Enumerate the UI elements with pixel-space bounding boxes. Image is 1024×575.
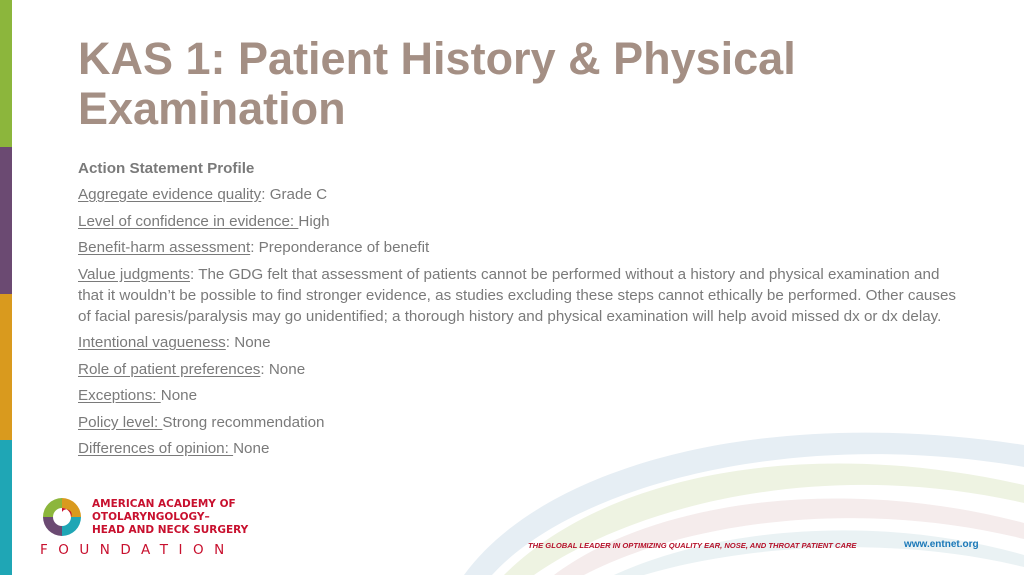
item-label: Value judgments [78,265,191,283]
item-value: High [298,212,330,230]
item-label: Role of patient preferences [78,360,261,378]
item-value: None [234,334,271,351]
item-separator: : [190,265,199,283]
profile-heading: Action Statement Profile [78,160,255,177]
bar-segment-orange [0,294,12,440]
footer-tagline: THE GLOBAL LEADER IN OPTIMIZING QUALITY EAR, NOSE, AND THROAT PATIENT CARE [528,541,857,550]
item-value: The GDG felt that assessment of patients cannot be performed without a history and physical examination and that it wouldn’t be possible to find stronger evidence, as studies excluding these steps cannot ethically be performed. Other causes of facial paresis/paralysis may go unidentified; a thorough history and physical examination will help avoid missed dx or dx delay. [78,265,957,325]
item-separator: : [225,334,235,351]
foundation-wordmark: FOUNDATION [40,542,235,558]
profile-item-differences-of-opinion [78,438,958,459]
left-color-bar [0,0,12,575]
profile-item-intentional-vagueness [78,332,958,353]
item-label: Aggregate evidence quality [78,186,262,203]
item-separator: : [260,360,269,378]
item-value: None [160,387,198,404]
aao-hns-logo-icon [40,495,84,539]
profile-item-benefit-harm [78,237,958,258]
profile-item-value-judgments [78,264,958,327]
item-label: Policy level: [78,413,163,431]
item-value: Strong recommendation [162,413,325,431]
item-label: Exceptions: [78,387,161,404]
profile-item-confidence [78,211,958,232]
item-value: Grade C [269,186,328,203]
item-value: None [268,360,306,378]
item-separator: : [261,186,270,203]
profile-item-patient-preferences [78,359,958,380]
org-name-line1: AMERICAN ACADEMY OF [92,498,236,510]
bar-segment-green [0,0,12,147]
item-label: Benefit-harm assessment [78,239,251,256]
profile-item-policy-level [78,412,958,433]
item-label: Differences of opinion: [78,440,234,457]
item-value: Preponderance of benefit [258,239,430,256]
item-label: Level of confidence in evidence: [78,212,299,230]
profile-item-exceptions [78,385,958,406]
bar-segment-teal [0,440,12,575]
item-separator: : [250,239,259,256]
item-value: None [233,440,270,457]
website-link[interactable]: www.entnet.org [904,539,979,550]
profile-item-evidence-quality [78,184,958,205]
org-name-line2: OTOLARYNGOLOGY– [92,511,210,523]
item-label: Intentional vagueness [78,334,226,351]
org-name [92,498,248,537]
action-statement-profile [78,158,958,465]
org-name-line3: HEAD AND NECK SURGERY [92,524,249,536]
bar-segment-purple [0,147,12,294]
slide-title: KAS 1: Patient History & Physical Examination [78,33,796,134]
